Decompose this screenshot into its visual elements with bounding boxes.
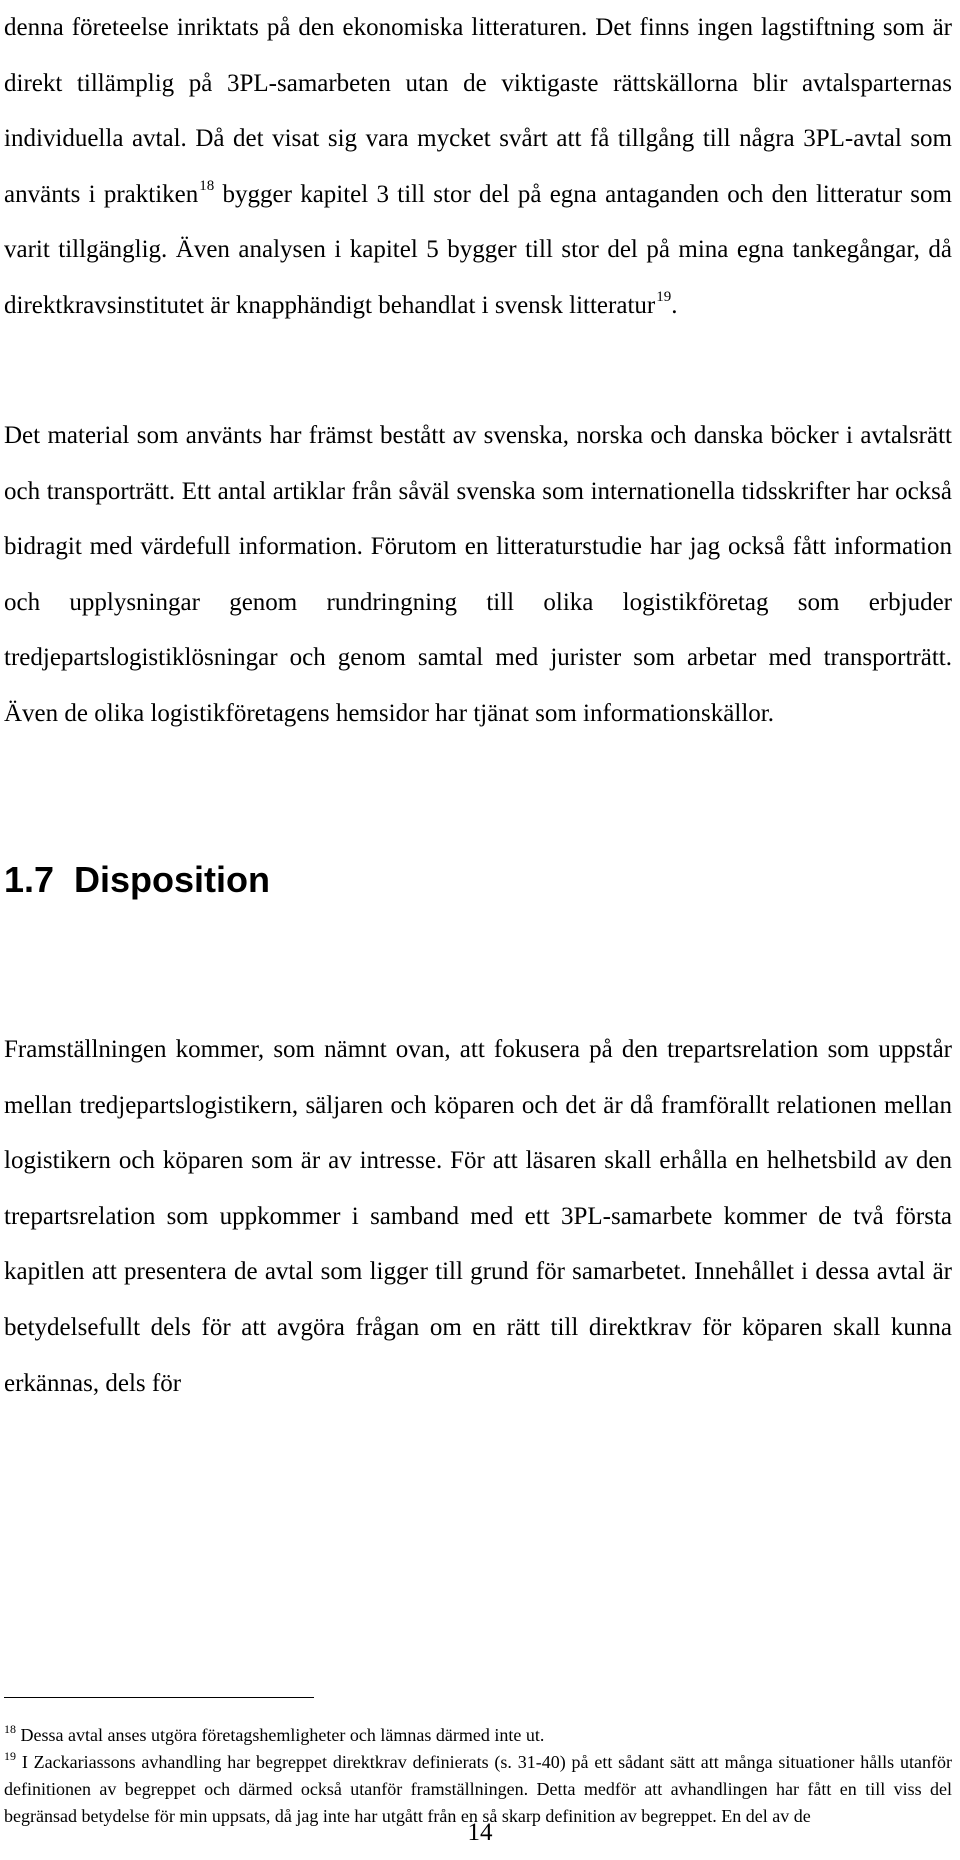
footnote-18: [4, 1722, 952, 1749]
paragraph-text: .: [671, 291, 678, 319]
footnote-reference-18[interactable]: 18: [199, 177, 215, 194]
body-paragraph-sources: [4, 0, 952, 334]
section-heading: [4, 858, 270, 902]
page-number: 14: [467, 1819, 493, 1846]
footnote-text: Dessa avtal anses utgöra företagshemligheter och lämnas därmed inte ut.: [16, 1725, 545, 1745]
footnote-divider: [4, 1697, 314, 1698]
section-title: Disposition: [74, 859, 270, 900]
footnote-marker: 19: [4, 1749, 16, 1763]
footnote-marker: 18: [4, 1722, 16, 1736]
footnote-text: I Zackariassons avhandling har begreppet direktkrav definierats (s. 31-40) på ett sådant sätt att många situationer hålls utanför definitionen av begreppet och därmed också utanför framställningen. Detta medför att avhandlingen har fått en till viss del begränsad betydelse för min uppsats, då jag inte har utgått från en så skarp definition av begreppet. En del av de: [4, 1752, 952, 1826]
section-number: 1.7: [4, 859, 55, 900]
body-paragraph-material: Det material som använts har främst bestått av svenska, norska och danska böcker i avtalsrätt och transporträtt. Ett antal artiklar från såväl svenska som internationella tidsskrifter har också bidragit med värdefull information. Förutom en litteraturstudie har jag också fått information och upplysningar genom rundringning till olika logistikföretag som erbjuder tredjepartslogistiklösningar och genom samtal med jurister som arbetar med transporträtt. Även de olika logistikföretagens hemsidor har tjänat som informationskällor.: [4, 422, 952, 727]
footnotes: [4, 1722, 952, 1830]
body-paragraph-disposition: Framställningen kommer, som nämnt ovan, att fokusera på den trepartsrelation som uppstår mellan tredjepartslogistikern, säljaren och köparen och det är då framförallt relationen mellan logistikern och köparen som är av intresse. För att läsaren skall erhålla en helhetsbild av den trepartsrelation som uppkommer i samband med ett 3PL-samarbete kommer de två första kapitlen att presentera de avtal som ligger till grund för samarbetet. Innehållet i dessa avtal är betydelsefullt dels för att avgöra frågan om en rätt till direktkrav för köparen skall kunna erkännas, dels för: [4, 1036, 952, 1397]
footnote-reference-19[interactable]: 19: [656, 288, 672, 305]
paragraph-text: bygger kapitel 3 till stor del på egna antaganden och den litteratur som varit tillgänglig. Även analysen i kapitel 5 bygger till stor del på mina egna tankegångar, då direktkravsinstitutet är knapphändigt behandlat i svensk litteratur: [4, 180, 952, 319]
paragraph-text: denna företeelse inriktats på den ekonomiska litteraturen. Det finns ingen lagstiftning som är direkt tillämplig på 3PL-samarbeten utan de viktigaste rättskällorna blir avtalsparternas individuella avtal. Då det visat sig vara mycket svårt att få tillgång till några 3PL-avtal som använts i praktiken: [4, 14, 952, 208]
